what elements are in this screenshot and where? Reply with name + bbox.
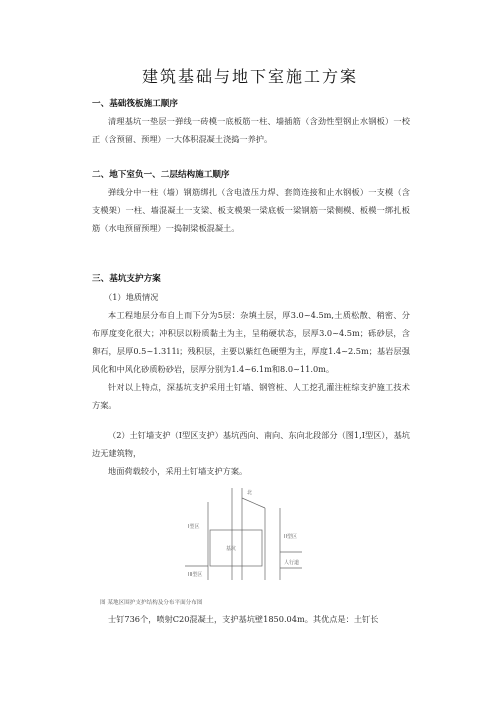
page-title: 建筑基础与地下室施工方案	[141, 67, 358, 86]
section-3-para-3: （2）土钉墙支护（I型区支护）基坑西向、南向、东向北段部分（图1,I型区），基坑边无建筑物，	[92, 430, 410, 458]
section-1-heading: 一、基础筏板施工顺序	[92, 99, 178, 109]
fig-label-pit: 基坑	[226, 546, 237, 552]
section-3-para-1: 本工程地层分布自上而下分为5层：杂填土层，厚3.0~4.5m,土质松散、稍密、分布厚度变化很大；冲积层以粉质黏土为主，呈稍硬状态，层厚3.0~4.5m；砾砂层，含卵石，层厚0.5~1.311i；残积层，主要以紫红色硬塑为主，厚度1.4~2.5m；基岩层强风化和中风化砂质粉砂岩，层厚分别为1.4~6.1m和8.0~11.0m。	[92, 310, 410, 374]
section-3-para-4: 地面荷载较小，采用土钉墙支护方案。	[108, 466, 248, 476]
figure-caption: 图 某地区围护支护结构及分布平面分布图	[100, 600, 203, 606]
section-3-para-2: 针对以上特点，深基坑支护采用土钉墙、钢管桩、人工挖孔灌注桩综支护施工技术方案。	[92, 382, 410, 410]
fig-label-sidewalk: 人行道	[284, 560, 300, 566]
fig-label-type1: I型区	[188, 524, 200, 530]
section-2-heading: 二、地下室负一、二层结构施工顺序	[92, 170, 230, 180]
site-plan-figure	[180, 480, 305, 588]
fig-label-type3: III型区	[188, 572, 203, 578]
fig-label-north: 北	[247, 490, 253, 496]
section-1-text: 清理基坑一垫层一弹线一砖模一底板筋一柱、墙插筋（含劲性型钢止水钢板）一校正（含预留、预埋）一大体积混凝土浇捣一养护。	[92, 116, 410, 144]
section-3-sub1: （1）地质情况	[104, 292, 159, 302]
section-2-text: 弹线分中一柱（墙）钢筋绑扎（含电渣压力焊、套筒连接和止水钢板）一支模（含支模架）一柱、墙混凝土一支梁、板支模架一梁底板一梁钢筋一梁侧模、板模一绑扎板筋（水电预留预埋）一捣制梁板混凝土。	[92, 187, 410, 233]
fig-label-type2: II型区	[284, 534, 297, 540]
section-3-heading: 三、基坑支护方案	[92, 274, 161, 284]
section-3-para-5: 士钉736个，喷射C20混凝土，支护基坑壁1850.04m。其优点是：土钉长	[108, 614, 379, 624]
